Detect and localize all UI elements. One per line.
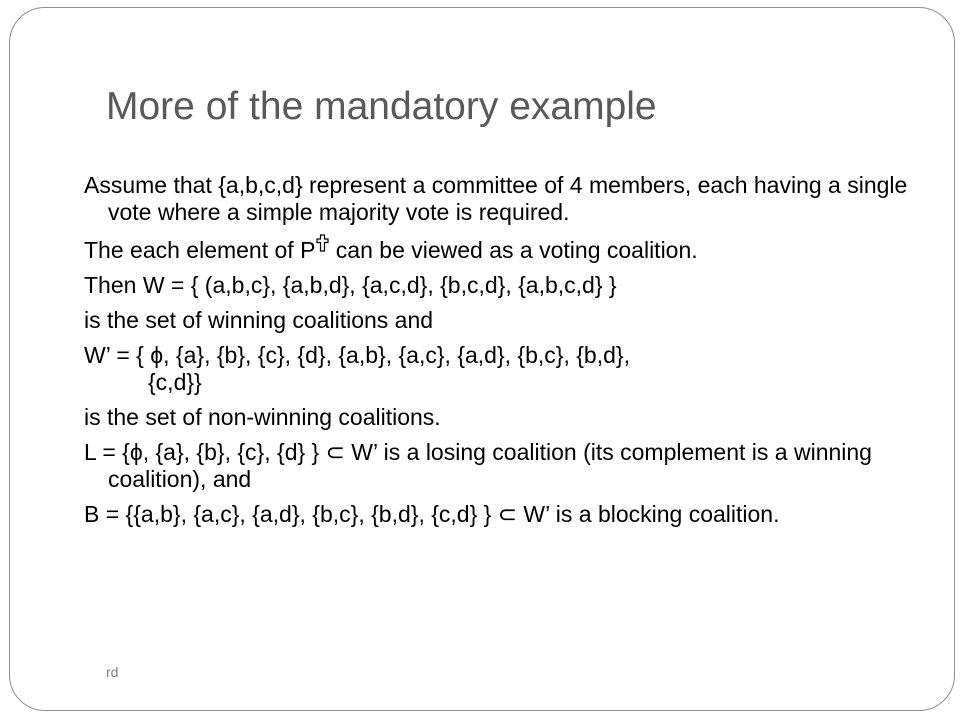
paragraph-assumption: Assume that {a,b,c,d} represent a committee of 4 members, each having a single vote where a simple majority vote is required. (84, 172, 908, 225)
nonwinning-set-line-2: {c,d}} (148, 369, 202, 395)
paragraph-nonwinning-label: is the set of non-winning coalitions. (84, 404, 441, 430)
paragraph-blocking-coalition: B = {{a,b}, {a,c}, {a,d}, {b,c}, {b,d}, {c,d} } ⊂ W’ is a blocking coalition. (84, 501, 780, 527)
paragraph-winning-set: Then W = { (a,b,c}, {a,b,d}, {a,c,d}, {b,c,d}, {a,b,c,d} } (84, 272, 617, 298)
power-set-text-before: The each element of P (84, 237, 316, 263)
cross-symbol-icon (316, 234, 329, 252)
paragraph-power-set (84, 234, 934, 264)
paragraph-losing-coalition: L = {ϕ, {a}, {b}, {c}, {d} } ⊂ W’ is a losing coalition (its complement is a winning coalition), and (84, 439, 872, 492)
slide-body (84, 172, 934, 536)
paragraph-nonwinning-set (84, 342, 934, 396)
paragraph-winning-label: is the set of winning coalitions and (84, 307, 434, 333)
nonwinning-set-line-1: W’ = { ϕ, {a}, {b}, {c}, {d}, {a,b}, {a,c}, {a,d}, {b,c}, {b,d}, (84, 342, 630, 368)
slide-footer: rd (106, 664, 119, 680)
power-set-text-after: can be viewed as a voting coalition. (329, 237, 698, 263)
slide-title: More of the mandatory example (106, 85, 657, 128)
